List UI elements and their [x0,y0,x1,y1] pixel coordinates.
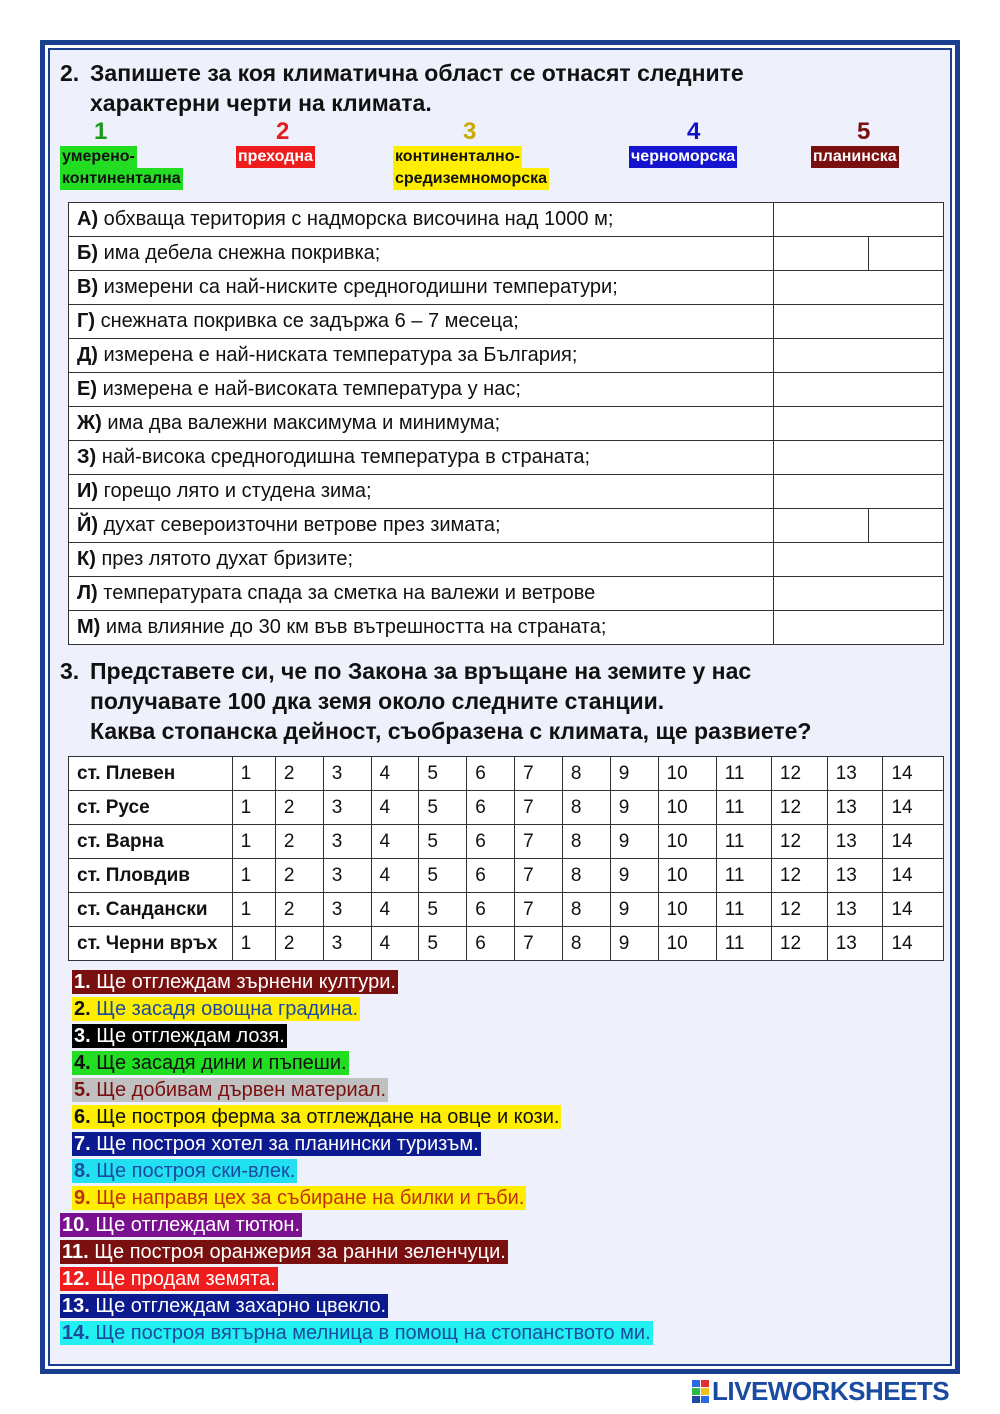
trait-row [69,237,944,271]
category-label: планинска [811,146,899,168]
question-2-text-line2: характерни черти на климата. [90,90,432,116]
activity-number: 2. [74,998,91,1020]
answer-box[interactable] [774,509,869,543]
station-row [69,893,944,927]
activity-text: Ще построя оранжерия за ранни зеленчуци. [94,1241,506,1263]
choice-cell[interactable]: 4 [371,825,419,859]
trait-letter: А) [77,208,99,230]
trait-row [69,611,944,645]
choice-cell[interactable]: 12 [771,859,827,893]
choice-cell[interactable]: 1 [232,791,275,825]
activity-option [60,1294,388,1318]
answer-box[interactable] [774,203,944,237]
activity-text: Ще засадя овощна градина. [96,998,359,1020]
choice-cell[interactable]: 6 [467,859,515,893]
activity-text: Ще отглеждам тютюн. [95,1214,301,1236]
activity-text: Ще отглеждам захарно цвекло. [95,1295,387,1317]
trait-row [69,339,944,373]
choice-cell[interactable]: 5 [419,893,467,927]
trait-text: измерени са най-ниските средногодишни температури; [103,276,618,298]
choice-cell[interactable]: 5 [419,825,467,859]
activity-text: Ще направя цех за събиране на билки и гъби. [96,1187,525,1209]
choice-cell[interactable]: 5 [419,927,467,961]
answer-box[interactable] [774,577,944,611]
trait-cell [69,441,774,475]
activity-text: Ще построя ски-влек. [96,1160,296,1182]
activity-number: 14. [62,1322,90,1344]
trait-text: има влияние до 30 км във вътрешността на страната; [105,616,607,638]
category-label: черноморска [629,146,737,168]
liveworksheets-logo-icon [692,1380,708,1402]
trait-row [69,305,944,339]
answer-box[interactable] [774,305,944,339]
choice-cell[interactable]: 8 [562,757,610,791]
choice-cell[interactable]: 10 [658,859,716,893]
choice-cell[interactable]: 7 [515,791,563,825]
trait-text: снежната покривка се задържа 6 – 7 месеца; [100,310,519,332]
trait-letter: Г) [77,310,95,332]
choice-cell[interactable]: 12 [771,791,827,825]
answer-box[interactable] [774,441,944,475]
answer-box[interactable] [774,237,869,271]
question-3-number: 3. [60,658,80,684]
choice-cell[interactable]: 6 [467,893,515,927]
activity-option [72,1132,481,1156]
activity-option [72,970,398,994]
trait-letter: Й) [77,514,99,536]
activity-text: Ще добивам дървен материал. [96,1079,387,1101]
station-name: ст. Русе [69,791,233,825]
trait-cell [69,577,774,611]
choice-cell[interactable]: 2 [275,893,323,927]
trait-cell [69,339,774,373]
trait-text: има дебела снежна покривка; [103,242,381,264]
trait-letter: В) [77,276,99,298]
trait-letter: Ж) [77,412,102,434]
station-row [69,859,944,893]
choice-cell[interactable]: 11 [716,859,771,893]
activity-number: 7. [74,1133,91,1155]
choice-cell[interactable]: 12 [771,927,827,961]
trait-text: духат североизточни ветрове през зимата; [103,514,501,536]
choice-cell[interactable]: 11 [716,757,771,791]
choice-cell[interactable]: 10 [658,791,716,825]
category-label: средиземноморска [393,168,549,190]
category-number: 4 [687,118,701,145]
question-3-text-line1: Представете си, че по Закона за връщане на земите у нас [90,658,752,684]
category-3 [393,118,549,190]
activity-option [60,1321,653,1345]
trait-letter: М) [77,616,101,638]
category-number: 5 [857,118,871,145]
activity-option [72,1105,561,1129]
choice-cell[interactable]: 7 [515,893,563,927]
activity-number: 10. [62,1214,90,1236]
choice-cell[interactable]: 7 [515,859,563,893]
choice-cell[interactable]: 6 [467,825,515,859]
activity-number: 5. [74,1079,91,1101]
choice-cell[interactable]: 4 [371,893,419,927]
choice-cell[interactable]: 10 [658,825,716,859]
choice-cell[interactable]: 10 [658,927,716,961]
choice-cell[interactable]: 7 [515,927,563,961]
choice-cell[interactable]: 9 [610,825,658,859]
choice-cell[interactable]: 14 [883,927,944,961]
choice-cell[interactable]: 13 [827,825,883,859]
choice-cell[interactable]: 8 [562,927,610,961]
choice-cell[interactable]: 2 [275,859,323,893]
activity-text: Ще продам земята. [95,1268,276,1290]
trait-letter: Б) [77,242,99,264]
choice-cell[interactable]: 5 [419,757,467,791]
category-5 [811,118,899,168]
activity-text: Ще построя ферма за отглеждане на овце и кози. [96,1106,560,1128]
choice-cell[interactable]: 9 [610,927,658,961]
station-row [69,927,944,961]
trait-cell [69,271,774,305]
choice-cell[interactable]: 8 [562,893,610,927]
choice-cell[interactable]: 3 [323,825,371,859]
trait-row [69,577,944,611]
category-number: 2 [276,118,290,145]
category-label: умерено- [60,146,137,168]
activity-number: 6. [74,1106,91,1128]
choice-cell[interactable]: 13 [827,791,883,825]
choice-cell[interactable]: 8 [562,825,610,859]
answer-box[interactable] [774,543,944,577]
trait-text: измерена е най-ниската температура за България; [103,344,578,366]
choice-cell[interactable]: 10 [658,757,716,791]
trait-cell [69,237,774,271]
activity-option [72,1051,349,1075]
choice-cell[interactable]: 6 [467,927,515,961]
trait-row [69,475,944,509]
traits-table [68,202,944,645]
activity-number: 11. [62,1241,89,1263]
choice-cell[interactable]: 12 [771,893,827,927]
station-name: ст. Сандански [69,893,233,927]
choice-cell[interactable]: 13 [827,757,883,791]
choice-cell[interactable]: 9 [610,893,658,927]
trait-text: горещо лято и студена зима; [103,480,372,502]
station-row [69,825,944,859]
choice-cell[interactable]: 12 [771,825,827,859]
choice-cell[interactable]: 1 [232,927,275,961]
choice-cell[interactable]: 6 [467,757,515,791]
choice-cell[interactable]: 1 [232,859,275,893]
activity-option [72,997,360,1021]
trait-letter: Д) [77,344,98,366]
trait-cell [69,305,774,339]
category-1 [60,118,183,190]
choice-cell[interactable]: 8 [562,791,610,825]
answer-box[interactable] [774,475,944,509]
choice-cell[interactable]: 9 [610,859,658,893]
activity-text: Ще построя хотел за планински туризъм. [96,1133,479,1155]
activity-text: Ще засадя дини и пъпеши. [96,1052,347,1074]
activity-text: Ще построя вятърна мелница в помощ на стопанството ми. [95,1322,651,1344]
answer-box[interactable] [774,271,944,305]
trait-letter: К) [77,548,96,570]
choice-cell[interactable]: 11 [716,825,771,859]
activity-number: 12. [62,1268,90,1290]
logo-text: LIVEWORKSHEETS [712,1375,950,1406]
choice-cell[interactable]: 12 [771,757,827,791]
choice-cell[interactable]: 4 [371,757,419,791]
trait-text: най-висока средногодишна температура в страната; [101,446,591,468]
answer-box[interactable] [774,407,944,441]
choice-cell[interactable]: 3 [323,893,371,927]
choice-cell[interactable]: 11 [716,791,771,825]
trait-text: има два валежни максимума и минимума; [107,412,501,434]
choice-cell[interactable]: 3 [323,859,371,893]
choice-cell[interactable]: 3 [323,757,371,791]
trait-cell [69,611,774,645]
trait-cell [69,373,774,407]
choice-cell[interactable]: 14 [883,893,944,927]
choice-cell[interactable]: 14 [883,757,944,791]
choice-cell[interactable]: 13 [827,893,883,927]
choice-cell[interactable]: 1 [232,893,275,927]
answer-box[interactable] [869,237,944,271]
activity-text: Ще отглеждам лозя. [96,1025,285,1047]
choice-cell[interactable]: 14 [883,825,944,859]
choice-cell[interactable]: 9 [610,791,658,825]
activity-number: 3. [74,1025,91,1047]
choice-cell[interactable]: 3 [323,791,371,825]
choice-cell[interactable]: 9 [610,757,658,791]
trait-letter: Л) [77,582,98,604]
choice-cell[interactable]: 7 [515,757,563,791]
activity-number: 8. [74,1160,91,1182]
choice-cell[interactable]: 11 [716,893,771,927]
choice-cell[interactable]: 2 [275,791,323,825]
trait-text: обхваща територия с надморска височина над 1000 м; [103,208,614,230]
activity-option [72,1078,388,1102]
category-4 [629,118,737,168]
trait-row [69,441,944,475]
choice-cell[interactable]: 4 [371,791,419,825]
trait-letter: И) [77,480,99,502]
answer-box[interactable] [774,339,944,373]
station-row [69,757,944,791]
activity-number: 4. [74,1052,91,1074]
trait-cell [69,509,774,543]
question-3-title [60,656,950,746]
choice-cell[interactable]: 4 [371,927,419,961]
choice-cell[interactable]: 3 [323,927,371,961]
activity-option [72,1159,297,1183]
question-3-text-line2: получавате 100 дка земя около следните станции. [90,688,665,714]
station-name: ст. Пловдив [69,859,233,893]
answer-box[interactable] [869,509,944,543]
category-2 [236,118,315,168]
trait-cell [69,203,774,237]
question-2-text-line1: Запишете за коя климатична област се отнасят следните [90,60,744,86]
category-label: преходна [236,146,315,168]
trait-text: температурата спада за сметка на валежи и ветрове [103,582,596,604]
activity-option [60,1213,302,1237]
trait-row [69,271,944,305]
choice-cell[interactable]: 14 [883,791,944,825]
trait-letter: Е) [77,378,97,400]
station-name: ст. Плевен [69,757,233,791]
station-name: ст. Варна [69,825,233,859]
trait-cell [69,407,774,441]
trait-text: през лятото духат бризите; [101,548,354,570]
activity-number: 9. [74,1187,91,1209]
answer-box[interactable] [774,611,944,645]
category-label: континентално- [393,146,522,168]
trait-letter: З) [77,446,97,468]
choice-cell[interactable]: 14 [883,859,944,893]
trait-cell [69,543,774,577]
choice-cell[interactable]: 5 [419,859,467,893]
question-3-text-line3: Каква стопанска дейност, съобразена с климата, ще развиете? [90,718,812,744]
choice-cell[interactable]: 1 [232,825,275,859]
activity-number: 1. [74,971,91,993]
trait-row [69,373,944,407]
choice-cell[interactable]: 1 [232,757,275,791]
activity-option [72,1024,287,1048]
choice-cell[interactable]: 4 [371,859,419,893]
trait-text: измерена е най-високата температура у нас; [102,378,521,400]
activity-number: 13. [62,1295,90,1317]
choice-cell[interactable]: 8 [562,859,610,893]
station-row [69,791,944,825]
choice-cell[interactable]: 2 [275,825,323,859]
activity-text: Ще отглеждам зърнени култури. [96,971,396,993]
trait-row [69,407,944,441]
choice-cell[interactable]: 6 [467,791,515,825]
activity-option [60,1267,278,1291]
question-2-title [60,58,940,118]
choice-cell[interactable]: 13 [827,927,883,961]
choice-cell[interactable]: 2 [275,927,323,961]
station-name: ст. Черни връх [69,927,233,961]
choice-cell[interactable]: 10 [658,893,716,927]
category-number: 1 [94,118,108,145]
choice-cell[interactable]: 11 [716,927,771,961]
activity-option [72,1186,526,1210]
activity-option [60,1240,508,1264]
trait-row [69,203,944,237]
choice-cell[interactable]: 7 [515,825,563,859]
answer-box[interactable] [774,373,944,407]
liveworksheets-logo [692,1376,949,1406]
trait-row [69,543,944,577]
category-number: 3 [463,118,477,145]
category-label: континентална [60,168,183,190]
choice-cell[interactable]: 13 [827,859,883,893]
choice-cell[interactable]: 5 [419,791,467,825]
trait-row [69,509,944,543]
trait-cell [69,475,774,509]
choice-cell[interactable]: 2 [275,757,323,791]
question-2-number: 2. [60,60,80,86]
stations-table [68,756,944,961]
